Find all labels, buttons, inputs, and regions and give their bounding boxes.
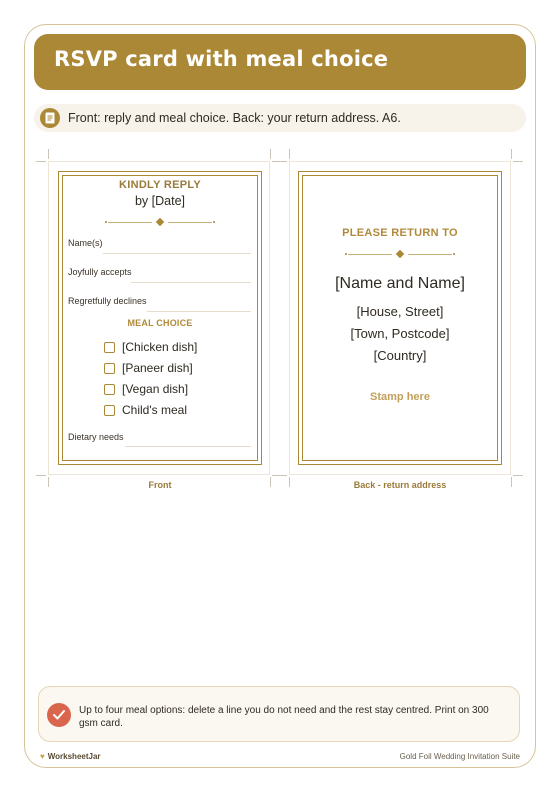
back-divider-right	[408, 254, 452, 255]
divider-dot	[345, 253, 347, 255]
tip-box	[38, 686, 520, 742]
crop-mark	[277, 161, 287, 162]
crop-mark	[48, 149, 49, 159]
meal-option-label: [Vegan dish]	[122, 382, 189, 396]
crop-mark	[48, 477, 49, 487]
footer-brand	[40, 752, 101, 761]
field-line-declines[interactable]	[147, 311, 251, 312]
check-icon	[47, 703, 71, 727]
back-caption: Back - return address	[353, 480, 447, 490]
heart-icon: ♥	[40, 752, 45, 761]
field-line-names[interactable]	[103, 253, 251, 254]
field-label-declines: Regretfully declines	[68, 296, 147, 306]
footer-suite: Gold Foil Wedding Invitation Suite	[399, 752, 520, 761]
brand-name: WorksheetJar	[47, 752, 101, 761]
crop-mark	[511, 149, 512, 159]
field-line-accepts[interactable]	[131, 282, 251, 283]
crop-mark	[36, 475, 46, 476]
title-banner	[34, 34, 526, 90]
page-title: RSVP card with meal choice	[54, 47, 389, 71]
address-line: [Country]	[373, 348, 427, 363]
crop-mark	[513, 161, 523, 162]
address-line: [Town, Postcode]	[350, 326, 450, 341]
divider-dot	[213, 221, 215, 223]
front-divider-left	[108, 222, 152, 223]
front-divider-right	[168, 222, 212, 223]
field-label-dietary: Dietary needs	[68, 432, 124, 442]
front-caption: Front	[148, 480, 172, 490]
divider-dot	[453, 253, 455, 255]
crop-mark	[289, 149, 290, 159]
crop-mark	[513, 475, 523, 476]
meal-checkbox[interactable]	[104, 342, 115, 353]
please-return-heading: PLEASE RETURN TO	[342, 227, 458, 239]
document-icon	[40, 108, 60, 128]
stamp-placeholder: Stamp here	[370, 391, 430, 403]
crop-mark	[36, 161, 46, 162]
reply-by-date: by [Date]	[134, 194, 186, 208]
crop-mark	[289, 477, 290, 487]
kindly-reply-heading: KINDLY REPLY	[118, 179, 202, 191]
meal-checkbox[interactable]	[104, 384, 115, 395]
address-line: [House, Street]	[356, 304, 444, 319]
divider-dot	[105, 221, 107, 223]
meal-option-label: [Paneer dish]	[122, 361, 193, 375]
field-label-names: Name(s)	[68, 238, 103, 248]
crop-mark	[270, 477, 271, 487]
address-name: [Name and Name]	[335, 275, 465, 292]
meal-checkbox[interactable]	[104, 405, 115, 416]
meal-option-label: Child's meal	[122, 403, 187, 417]
back-divider-left	[348, 254, 392, 255]
meal-checkbox[interactable]	[104, 363, 115, 374]
info-bar	[34, 104, 526, 132]
tip-text: Up to four meal options: delete a line you do not need and the rest stay centred. Print on 300 gsm card.	[79, 705, 489, 729]
meal-option-label: [Chicken dish]	[122, 340, 198, 354]
field-line-dietary[interactable]	[125, 446, 251, 447]
info-text: Front: reply and meal choice. Back: your return address. A6.	[68, 111, 401, 125]
crop-mark	[511, 477, 512, 487]
crop-mark	[270, 149, 271, 159]
meal-choice-heading: MEAL CHOICE	[127, 318, 193, 328]
crop-mark	[277, 475, 287, 476]
field-label-accepts: Joyfully accepts	[68, 267, 132, 277]
